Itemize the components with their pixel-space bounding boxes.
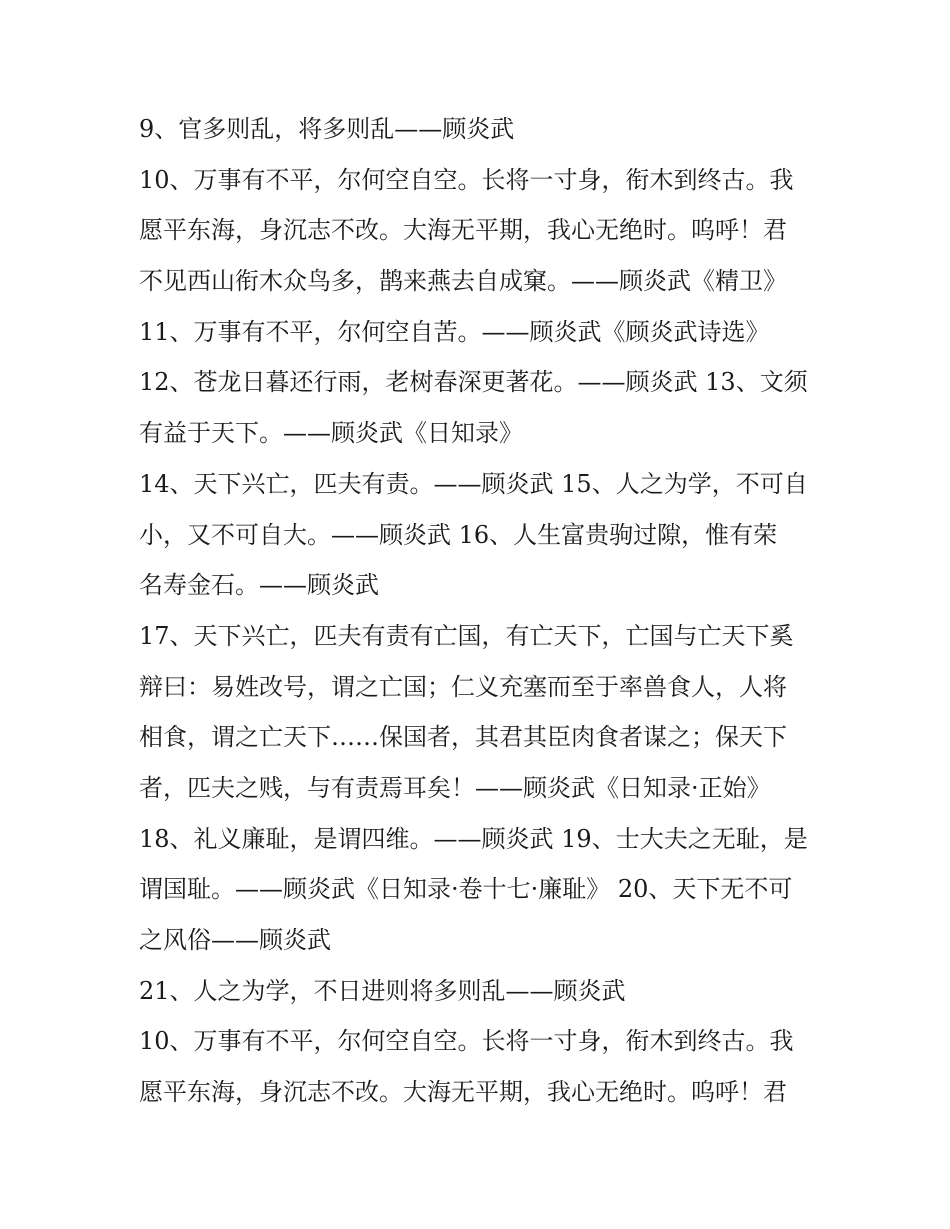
text-line: 11、万事有不平，尔何空自苦。——顾炎武《顾炎武诗选》 — [139, 317, 770, 346]
text-line: 愿平东海，身沉志不改。大海无平期，我心无绝时。呜呼！君 — [139, 1078, 787, 1107]
text-line: 21、人之为学，不日进则将多则乱——顾炎武 — [139, 976, 626, 1005]
text-line: 17、天下兴亡，匹夫有责有亡国，有亡天下，亡国与亡天下奚 — [139, 621, 794, 650]
text-line: 辩曰：易姓改号，谓之亡国；仁义充塞而至于率兽食人，人将 — [139, 672, 787, 701]
text-line: 不见西山衔木众鸟多，鹊来燕去自成窠。——顾炎武《精卫》 — [139, 267, 787, 296]
text-line: 小，又不可自大。——顾炎武 16、人生富贵驹过隙，惟有荣 — [139, 520, 778, 549]
text-line: 10、万事有不平，尔何空自空。长将一寸身，衔木到终古。我 — [139, 165, 794, 194]
text-line: 9、官多则乱，将多则乱——顾炎武 — [139, 115, 515, 143]
text-line: 名寿金石。——顾炎武 — [139, 571, 379, 600]
text-line: 谓国耻。——顾炎武《日知录·卷十七·廉耻》 20、天下无不可 — [139, 875, 793, 904]
text-line: 10、万事有不平，尔何空自空。长将一寸身，衔木到终古。我 — [139, 1027, 794, 1056]
text-line: 14、天下兴亡，匹夫有责。——顾炎武 15、人之为学，不可自 — [139, 469, 808, 498]
text-line: 愿平东海，身沉志不改。大海无平期，我心无绝时。呜呼！君 — [139, 216, 787, 245]
text-line: 18、礼义廉耻，是谓四维。——顾炎武 19、士大夫之无耻，是 — [139, 824, 808, 853]
text-line: 之风俗——顾炎武 — [139, 926, 331, 954]
text-line: 者，匹夫之贱，与有责焉耳矣！——顾炎武《日知录·正始》 — [139, 773, 771, 802]
text-line: 12、苍龙日暮还行雨，老树春深更著花。——顾炎武 13、文须 — [139, 368, 808, 397]
text-line: 有益于天下。——顾炎武《日知录》 — [139, 419, 523, 448]
text-line: 相食，谓之亡天下……保国者，其君其臣肉食者谋之；保天下 — [139, 723, 787, 752]
quote-text-block — [139, 104, 819, 1118]
